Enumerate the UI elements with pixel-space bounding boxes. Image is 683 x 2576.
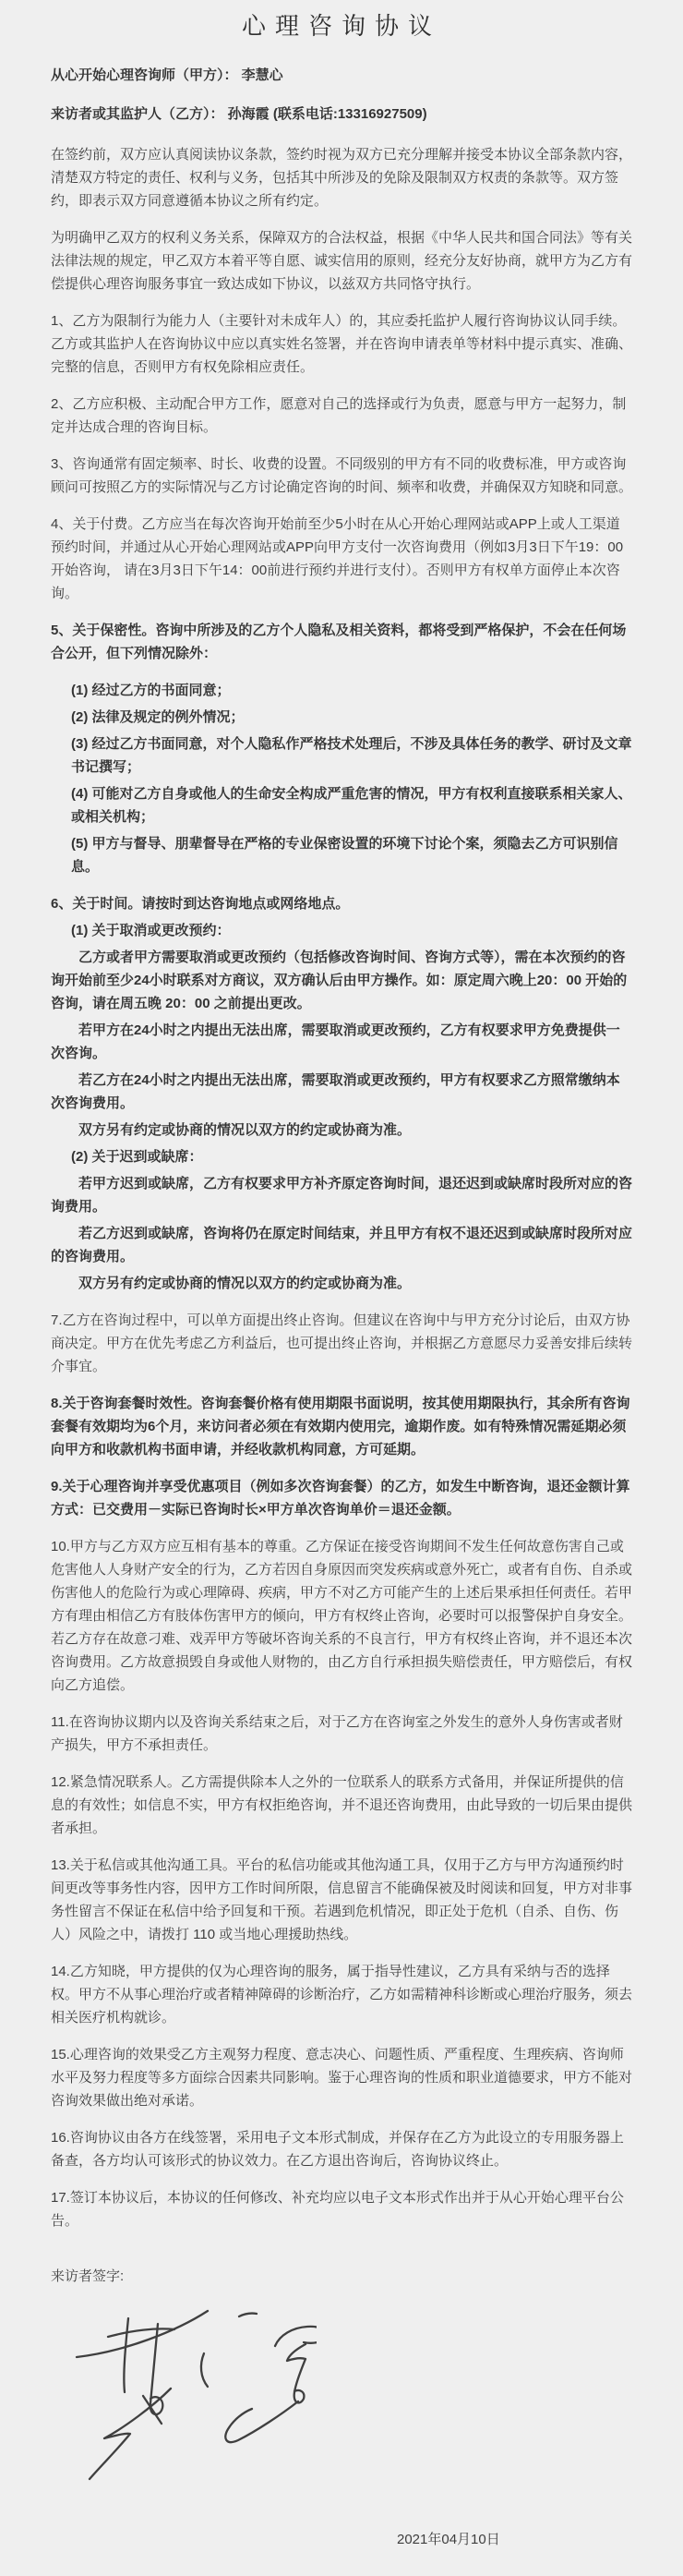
clause-paragraph: (4) 可能对乙方自身或他人的生命安全构成严重危害的情况，甲方有权利直接联系相关家人、或相关机构；: [71, 786, 632, 825]
clause-paragraph: 10.甲方与乙方双方应互相有基本的尊重。乙方保证在接受咨询期间不发生任何故意伤害自己或危害他人人身财产安全的行为，乙方若因自身原因而突发疾病或意外死亡，或者有自伤、自杀或伤害他人的危险行为或心理障碍、疾病，甲方不对乙方可能产生的上述后果承担任何责任。若甲方有理由相信乙方有肢体伤害甲方的倾向，甲方有权终止咨询，必要时可以报警保护自身安全。若乙方存在故意刁难、戏弄甲方等破坏咨询关系的不良言行，甲方有权终止咨询，并不退还本次咨询费用。乙方故意损毁自身或他人财物的，由乙方自行承担损失赔偿责任，甲方赔偿后，有权向乙方追偿。: [51, 1539, 633, 1693]
clause-paragraph: 若乙方在24小时之内提出无法出席，需要取消或更改预约，甲方有权要求乙方照常缴纳本次咨询费用。: [51, 1072, 620, 1111]
clause-paragraph: 乙方或者甲方需要取消或更改预约（包括修改咨询时间、咨询方式等），需在本次预约的咨询开始前至少24小时联系对方商议，双方确认后由甲方操作。如：原定周六晚上20：00 开始的咨询，请在周五晚 20：00 之前提出更改。: [51, 949, 628, 1011]
agreement-body: [51, 143, 632, 2232]
visitor-signature: [67, 2300, 317, 2485]
visitor-signature-label: 来访者签字:: [51, 2268, 125, 2284]
party-b-line: 来访者或其监护人（乙方）： 孙海霞 (联系电话:13316927509): [51, 106, 427, 122]
clause-paragraph: 5、关于保密性。咨询中所涉及的乙方个人隐私及相关资料，都将受到严格保护，不会在任何场合公开，但下列情况除外：: [51, 623, 627, 661]
clause-paragraph: 双方另有约定或协商的情况以双方的约定或协商为准。: [78, 1122, 412, 1138]
clause-paragraph: 17.签订本协议后，本协议的任何修改、补充均应以电子文本形式作出并于从心开始心理平台公告。: [51, 2190, 624, 2229]
clause-paragraph: 11.在咨询协议期内以及咨询关系结束之后，对于乙方在咨询室之外发生的意外人身伤害或者财产损失，甲方不承担责任。: [51, 1714, 623, 1753]
clause-paragraph: 若甲方迟到或缺席，乙方有权要求甲方补齐原定咨询时间，退还迟到或缺席时段所对应的咨询费用。: [51, 1176, 633, 1215]
page-title: 心理咨询协议: [241, 12, 441, 40]
clause-paragraph: 若乙方迟到或缺席，咨询将仍在原定时间结束，并且甲方有权不退还迟到或缺席时段所对应的咨询费用。: [51, 1226, 633, 1264]
clause-paragraph: (2) 关于迟到或缺席：: [71, 1149, 203, 1165]
clause-paragraph: 2、乙方应积极、主动配合甲方工作，愿意对自己的选择或行为负责，愿意与甲方一起努力，制定并达成合理的咨询目标。: [51, 396, 627, 435]
clause-paragraph: 若甲方在24小时之内提出无法出席，需要取消或更改预约，乙方有权要求甲方免费提供一次咨询。: [51, 1022, 620, 1061]
clause-paragraph: (5) 甲方与督导、朋辈督导在严格的专业保密设置的环境下讨论个案，须隐去乙方可识别信息。: [71, 836, 618, 875]
clause-paragraph: (2) 法律及规定的例外情况；: [71, 709, 245, 725]
clause-paragraph: 15.心理咨询的效果受乙方主观努力程度、意志决心、问题性质、严重程度、生理疾病、咨询师水平及努力程度等多方面综合因素共同影响。鉴于心理咨询的性质和职业道德要求，甲方不能对咨询效果做出绝对承诺。: [51, 2047, 633, 2109]
clause-paragraph: 1、乙方为限制行为能力人（主要针对未成年人）的，其应委托监护人履行咨询协议认同手续。乙方或其监护人在咨询协议中应以真实姓名签署，并在咨询申请表单等材料中提示真实、准确、完整的信息，否则甲方有权免除相应责任。: [51, 313, 633, 375]
clause-paragraph: (1) 经过乙方的书面同意；: [71, 683, 231, 698]
party-a-line: 从心开始心理咨询师（甲方）： 李慧心: [51, 67, 283, 83]
clause-paragraph: 13.关于私信或其他沟通工具。平台的私信功能或其他沟通工具，仅用于乙方与甲方沟通预约时间更改等事务性内容，因甲方工作时间所限，信息留言不能确保被及时阅读和回复，甲方对非事务性留言不保证在私信中给予回复和干预。若遇到危机情况，即正处于危机（自杀、自伤、伤人）风险之中，请拨打 110 或当地心理援助热线。: [51, 1857, 633, 1942]
clause-paragraph: 9.关于心理咨询并享受优惠项目（例如多次咨询套餐）的乙方，如发生中断咨询，退还金额计算方式：已交费用－实际已咨询时长×甲方单次咨询单价＝退还金额。: [51, 1479, 630, 1518]
signing-date: 2021年04月10日: [397, 2532, 500, 2547]
handwritten-signature-icon: [67, 2300, 317, 2485]
clause-paragraph: 14.乙方知晓，甲方提供的仅为心理咨询的服务，属于指导性建议，乙方具有采纳与否的选择权。甲方不从事心理治疗或者精神障碍的诊断治疗，乙方如需精神科诊断或心理治疗服务，须去相关医疗机构就诊。: [51, 1964, 633, 2026]
clause-paragraph: 在签约前，双方应认真阅读协议条款，签约时视为双方已充分理解并接受本协议全部条款内容，清楚双方特定的责任、权利与义务，包括其中所涉及的免除及限制双方权责的条款等。双方签约，即表示双方同意遵循本协议之所有约定。: [51, 147, 633, 209]
clause-paragraph: 双方另有约定或协商的情况以双方的约定或协商为准。: [78, 1276, 412, 1291]
clause-paragraph: (3) 经过乙方书面同意，对个人隐私作严格技术处理后，不涉及具体任务的教学、研讨及文章书记撰写；: [71, 736, 632, 775]
clause-paragraph: 4、关于付费。乙方应当在每次咨询开始前至少5小时在从心开始心理网站或APP上或人工渠道预约时间，并通过从心开始心理网站或APP向甲方支付一次咨询费用（例如3月3日下午19：00开始咨询， 请在3月3日下午14：00前进行预约并进行支付）。否则甲方有权单方面停止本次咨询。: [51, 516, 624, 601]
clause-paragraph: 3、咨询通常有固定频率、时长、收费的设置。不同级别的甲方有不同的收费标准，甲方或咨询顾问可按照乙方的实际情况与乙方讨论确定咨询的时间、频率和收费，并确保双方知晓和同意。: [51, 456, 633, 495]
clause-paragraph: 16.咨询协议由各方在线签署，采用电子文本形式制成，并保存在乙方为此设立的专用服务器上备查，各方均认可该形式的协议效力。在乙方退出咨询后，咨询协议终止。: [51, 2130, 624, 2169]
clause-paragraph: (1) 关于取消或更改预约：: [71, 923, 231, 938]
clause-paragraph: 为明确甲乙双方的权利义务关系，保障双方的合法权益，根据《中华人民共和国合同法》等有关法律法规的规定，甲乙双方本着平等自愿、诚实信用的原则，经充分友好协商，就甲方为乙方有偿提供心理咨询服务事宜一致达成如下协议，以兹双方共同恪守执行。: [51, 230, 633, 292]
clause-paragraph: 6、关于时间。请按时到达咨询地点或网络地点。: [51, 896, 350, 912]
clause-paragraph: 7.乙方在咨询过程中，可以单方面提出终止咨询。但建议在咨询中与甲方充分讨论后，由双方协商决定。甲方在优先考虑乙方利益后，也可提出终止咨询，并根据乙方意愿尽力妥善安排后续转介事宜。: [51, 1312, 633, 1374]
clause-paragraph: 8.关于咨询套餐时效性。咨询套餐价格有使用期限书面说明，按其使用期限执行，其余所有咨询套餐有效期均为6个月，来访问者必须在有效期内使用完，逾期作废。如有特殊情况需延期必须向甲方和收款机构书面申请，并经收款机构同意，方可延期。: [51, 1396, 630, 1457]
clause-paragraph: 12.紧急情况联系人。乙方需提供除本人之外的一位联系人的联系方式备用，并保证所提供的信息的有效性；如信息不实，甲方有权拒绝咨询，并不退还咨询费用，由此导致的一切后果由提供者承担。: [51, 1774, 633, 1836]
